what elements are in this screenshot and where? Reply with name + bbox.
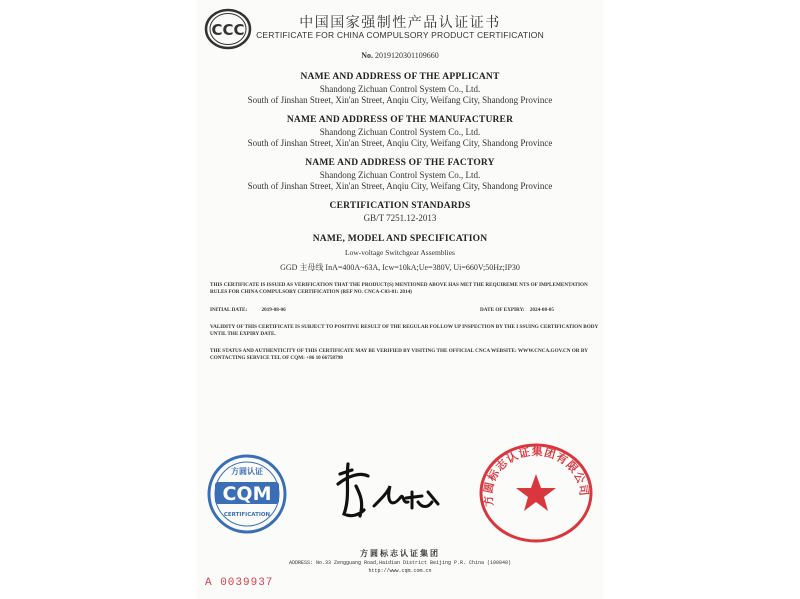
manufacturer-heading: NAME AND ADDRESS OF THE MANUFACTURER [286, 115, 514, 125]
issuer-name: 方圆标志认证集团 [360, 549, 440, 558]
factory-address: South of Jinshan Street, Xin'an Street, Anqiu City, Weifang City, Shandong Province [247, 181, 553, 191]
initial-date-value: 2019-08-06 [261, 307, 286, 313]
applicant-address: South of Jinshan Street, Xin'an Street, Anqiu City, Weifang City, Shandong Province [247, 95, 553, 105]
factory-heading: NAME AND ADDRESS OF THE FACTORY [305, 158, 495, 168]
applicant-name: Shandong Zichuan Control System Co., Ltd. [319, 84, 481, 94]
spec-product: Low-voltage Switchgear Assemblies [345, 248, 455, 257]
issuer-address: ADDRESS: No.33 Zengguang Road,Haidian District Beijing P.R. China (100048) [288, 560, 512, 566]
initial-date [210, 307, 286, 314]
svg-text:CQM: CQM [222, 483, 272, 505]
manufacturer-name: Shandong Zichuan Control System Co., Ltd. [319, 127, 481, 137]
certificate-number [197, 51, 603, 60]
expiry-date-value: 2024-08-05 [529, 307, 554, 313]
factory-name: Shandong Zichuan Control System Co., Ltd. [319, 170, 481, 180]
svg-text:CCC: CCC [211, 21, 245, 39]
spec-model: GGD 主母线 InA=400A~63A, Icw=10kA;Ue=380V, Ui=660V;50Hz;IP30 [280, 263, 520, 272]
signature-icon [330, 462, 445, 524]
issuer-website: http://www.cqm.com.cn [368, 568, 432, 574]
certificate-number-label: No. [361, 51, 374, 60]
svg-text:方圆认证: 方圆认证 [231, 467, 263, 476]
initial-date-label: INITIAL DATE: [210, 307, 248, 313]
svg-text:方圆标志认证集团有限公司: 方圆标志认证集团有限公司 [481, 445, 591, 508]
standards-value: GB/T 7251.12-2013 [363, 213, 437, 223]
spec-heading: NAME, MODEL AND SPECIFICATION [312, 234, 488, 244]
validity-notice: VALIDITY OF THIS CERTIFICATE IS SUBJECT TO POSITIVE RESULT OF THE REGULAR FOLLOW UP INSPECTION BY THE I SSUING CERTIFICATION BODY UNTIL THE EXPIRY DATE. [210, 324, 599, 337]
applicant-heading: NAME AND ADDRESS OF THE APPLICANT [300, 72, 500, 82]
standards-heading: CERTIFICATION STANDARDS [329, 201, 471, 211]
red-company-seal-icon [478, 442, 594, 544]
expiry-date-label: DATE OF EXPIRY: [480, 307, 525, 313]
expiry-date [480, 307, 554, 314]
manufacturer-address: South of Jinshan Street, Xin'an Street, Anqiu City, Weifang City, Shandong Province [247, 138, 553, 148]
cn-title: 中国国家强制性产品认证证书 [299, 15, 501, 31]
svg-text:CERTIFICATION: CERTIFICATION [223, 512, 271, 518]
certificate-number-value: 2019120301109660 [375, 51, 439, 60]
verification-notice: THE STATUS AND AUTHENTICITY OF THIS CERTIFICATE MAY BE VERIFIED BY VISITING THE OFFICIAL CNCA WEBSITE: WWW.CNCA.GOV.CN OR BY CONTACTING SERVICE TEL OF CQM: +86 10 66758798 [210, 348, 588, 361]
serial-number: A 0039937 [205, 577, 274, 589]
issuance-notice: THIS CERTIFICATE IS ISSUED AS VERIFICATION THAT THE PRODUCT(S) MENTIONED ABOVE HAS MET THE REQUIREME NTS OF IMPLEMENTATION RULES FOR CHINA COMPULSORY CERTIFICATION (REF NO. CNCA-C03-01: 2014) [210, 282, 588, 295]
en-title: CERTIFICATE FOR CHINA COMPULSORY PRODUCT CERTIFICATION [256, 30, 544, 40]
cqm-seal-icon [205, 452, 289, 536]
